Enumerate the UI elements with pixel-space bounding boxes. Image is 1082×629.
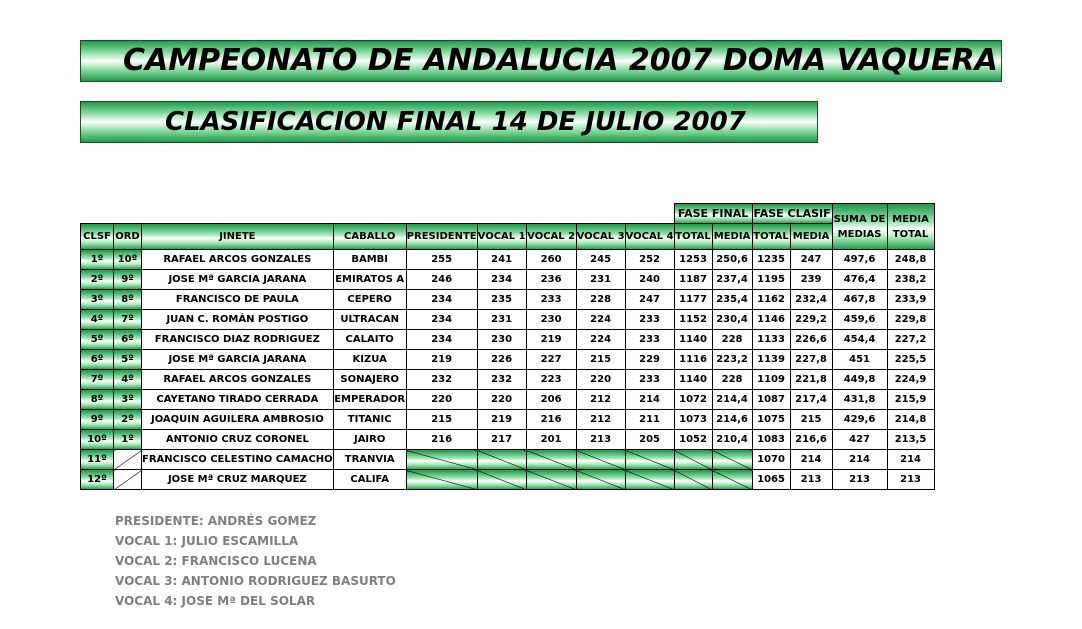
cell-vocal-1: 232 [477, 370, 526, 390]
cell-blank-vocal-1 [477, 450, 526, 470]
cell-vocal-1: 231 [477, 310, 526, 330]
cell-media-total: 248,8 [887, 250, 934, 270]
cell-vocal-3: 245 [576, 250, 625, 270]
cell-jinete: FRANCISCO DIAZ RODRIGUEZ [142, 330, 334, 350]
championship-title: CAMPEONATO DE ANDALUCIA 2007 DOMA VAQUERA [123, 43, 998, 78]
cell-blank-vocal-3 [576, 450, 625, 470]
cell-jinete: JUAN C. ROMÁN POSTIGO [142, 310, 334, 330]
header-media-total: MEDIA TOTAL [887, 204, 934, 250]
table-row [81, 270, 935, 290]
cell-ord: 4º [114, 370, 142, 390]
cell-ff-total: 1072 [674, 390, 712, 410]
cell-caballo: CALAITO [333, 330, 406, 350]
cell-vocal-3: 212 [576, 410, 625, 430]
header-fase-final: FASE FINAL [674, 204, 752, 224]
cell-ff-media: 250,6 [712, 250, 752, 270]
cell-vocal-2: 223 [526, 370, 576, 390]
cell-ff-total: 1152 [674, 310, 712, 330]
cell-vocal-3: 231 [576, 270, 625, 290]
cell-blank-presidente [406, 470, 477, 490]
cell-fc-media: 229,2 [790, 310, 832, 330]
cell-fc-media: 247 [790, 250, 832, 270]
cell-clsf: 9º [81, 410, 114, 430]
cell-ff-total: 1140 [674, 370, 712, 390]
cell-fc-total: 1146 [752, 310, 790, 330]
cell-vocal-3: 220 [576, 370, 625, 390]
table-row [81, 430, 935, 450]
cell-blank-presidente [406, 450, 477, 470]
judge-vocal-4: VOCAL 4: JOSE Mª DEL SOLAR [115, 594, 316, 608]
cell-media-total: 229,8 [887, 310, 934, 330]
classification-subtitle-banner [80, 101, 818, 143]
judge-vocal-2: VOCAL 2: FRANCISCO LUCENA [115, 554, 317, 568]
table-row [81, 310, 935, 330]
cell-caballo: CEPERO [333, 290, 406, 310]
cell-ff-media: 214,4 [712, 390, 752, 410]
cell-clsf: 5º [81, 330, 114, 350]
table-row [81, 330, 935, 350]
judges-list [115, 511, 396, 611]
cell-vocal-1: 220 [477, 390, 526, 410]
cell-vocal-4: 229 [625, 350, 674, 370]
cell-ord: 6º [114, 330, 142, 350]
cell-jinete: RAFAEL ARCOS GONZALES [142, 370, 334, 390]
cell-clsf: 10º [81, 430, 114, 450]
cell-vocal-4: 233 [625, 310, 674, 330]
cell-media-total: 238,2 [887, 270, 934, 290]
cell-suma-medias: 213 [832, 470, 887, 490]
header-vocal-1: VOCAL 1 [477, 224, 526, 250]
cell-vocal-2: 233 [526, 290, 576, 310]
cell-vocal-3: 213 [576, 430, 625, 450]
cell-vocal-1: 234 [477, 270, 526, 290]
cell-ff-media: 228 [712, 370, 752, 390]
cell-suma-medias: 429,6 [832, 410, 887, 430]
cell-caballo: TITANIC [333, 410, 406, 430]
cell-vocal-1: 235 [477, 290, 526, 310]
cell-fc-total: 1087 [752, 390, 790, 410]
table-row [81, 390, 935, 410]
cell-vocal-2: 230 [526, 310, 576, 330]
cell-jinete: JOAQUIN AGUILERA AMBROSIO [142, 410, 334, 430]
cell-ff-total: 1187 [674, 270, 712, 290]
cell-ff-media: 230,4 [712, 310, 752, 330]
cell-suma-medias: 427 [832, 430, 887, 450]
cell-vocal-4: 214 [625, 390, 674, 410]
cell-suma-medias: 459,6 [832, 310, 887, 330]
cell-clsf: 6º [81, 350, 114, 370]
cell-fc-media: 226,6 [790, 330, 832, 350]
table-row [81, 410, 935, 430]
cell-media-total: 213 [887, 470, 934, 490]
cell-presidente: 255 [406, 250, 477, 270]
cell-jinete: CAYETANO TIRADO CERRADA [142, 390, 334, 410]
cell-clsf: 8º [81, 390, 114, 410]
cell-caballo: EMIRATOS A [333, 270, 406, 290]
cell-fc-total: 1195 [752, 270, 790, 290]
cell-fc-total: 1083 [752, 430, 790, 450]
cell-blank-vocal-2 [526, 450, 576, 470]
cell-vocal-2: 201 [526, 430, 576, 450]
cell-ff-media: 228 [712, 330, 752, 350]
cell-jinete: RAFAEL ARCOS GONZALES [142, 250, 334, 270]
cell-ord: 9º [114, 270, 142, 290]
cell-vocal-3: 224 [576, 330, 625, 350]
cell-vocal-2: 206 [526, 390, 576, 410]
cell-clsf: 12º [81, 470, 114, 490]
cell-jinete: FRANCISCO CELESTINO CAMACHO [142, 450, 334, 470]
cell-vocal-1: 230 [477, 330, 526, 350]
cell-blank-ff-total [674, 450, 712, 470]
header-ord: ORD [114, 224, 142, 250]
cell-ff-total: 1116 [674, 350, 712, 370]
cell-suma-medias: 467,8 [832, 290, 887, 310]
cell-fc-total: 1070 [752, 450, 790, 470]
cell-media-total: 233,9 [887, 290, 934, 310]
cell-vocal-2: 236 [526, 270, 576, 290]
header-clsf: CLSF [81, 224, 114, 250]
cell-suma-medias: 454,4 [832, 330, 887, 350]
cell-media-total: 225,5 [887, 350, 934, 370]
cell-blank-vocal-1 [477, 470, 526, 490]
cell-ord: 3º [114, 390, 142, 410]
header-vocal-3: VOCAL 3 [576, 224, 625, 250]
cell-ff-total: 1177 [674, 290, 712, 310]
cell-blank-vocal-4 [625, 470, 674, 490]
cell-vocal-2: 260 [526, 250, 576, 270]
header-presidente: PRESIDENTE [406, 224, 477, 250]
cell-fc-media: 214 [790, 450, 832, 470]
cell-clsf: 7º [81, 370, 114, 390]
cell-fc-media: 221,8 [790, 370, 832, 390]
cell-caballo: ULTRACAN [333, 310, 406, 330]
cell-jinete: JOSE Mª GARCIA JARANA [142, 350, 334, 370]
cell-fc-total: 1139 [752, 350, 790, 370]
cell-suma-medias: 476,4 [832, 270, 887, 290]
cell-fc-total: 1133 [752, 330, 790, 350]
cell-ff-total: 1253 [674, 250, 712, 270]
cell-vocal-2: 219 [526, 330, 576, 350]
cell-fc-media: 216,6 [790, 430, 832, 450]
cell-ord: 8º [114, 290, 142, 310]
header-ff-media: MEDIA [712, 224, 752, 250]
cell-fc-media: 217,4 [790, 390, 832, 410]
cell-caballo: BAMBI [333, 250, 406, 270]
cell-vocal-4: 211 [625, 410, 674, 430]
cell-blank-ff-total [674, 470, 712, 490]
cell-fc-total: 1075 [752, 410, 790, 430]
cell-presidente: 216 [406, 430, 477, 450]
cell-blank-vocal-4 [625, 450, 674, 470]
cell-vocal-3: 228 [576, 290, 625, 310]
cell-fc-total: 1235 [752, 250, 790, 270]
cell-ff-media: 235,4 [712, 290, 752, 310]
column-header-row [81, 224, 935, 250]
cell-fc-media: 239 [790, 270, 832, 290]
eliminated-row [81, 470, 935, 490]
cell-media-total: 214 [887, 450, 934, 470]
cell-caballo: CALIFA [333, 470, 406, 490]
cell-caballo: TRANVIA [333, 450, 406, 470]
cell-fc-media: 227,8 [790, 350, 832, 370]
cell-suma-medias: 451 [832, 350, 887, 370]
cell-presidente: 219 [406, 350, 477, 370]
cell-fc-total: 1109 [752, 370, 790, 390]
results-table [80, 203, 935, 490]
table-row [81, 370, 935, 390]
table-row [81, 290, 935, 310]
cell-clsf: 2º [81, 270, 114, 290]
header-vocal-2: VOCAL 2 [526, 224, 576, 250]
header-fc-media: MEDIA [790, 224, 832, 250]
header-jinete: JINETE [142, 224, 334, 250]
cell-ord: 7º [114, 310, 142, 330]
cell-jinete: ANTONIO CRUZ CORONEL [142, 430, 334, 450]
cell-jinete: FRANCISCO DE PAULA [142, 290, 334, 310]
classification-subtitle: CLASIFICACION FINAL 14 DE JULIO 2007 [165, 107, 746, 137]
cell-jinete: JOSE Mª CRUZ MARQUEZ [142, 470, 334, 490]
cell-presidente: 234 [406, 310, 477, 330]
group-header-row [81, 204, 935, 224]
cell-vocal-4: 240 [625, 270, 674, 290]
judge-presidente: PRESIDENTE: ANDRÉS GOMEZ [115, 514, 317, 528]
cell-ord-empty [114, 450, 142, 470]
cell-ord: 5º [114, 350, 142, 370]
cell-presidente: 215 [406, 410, 477, 430]
cell-presidente: 246 [406, 270, 477, 290]
group-header-spacer [81, 204, 675, 224]
championship-title-banner [80, 40, 1002, 82]
cell-ord: 1º [114, 430, 142, 450]
cell-caballo: KIZUA [333, 350, 406, 370]
cell-vocal-2: 227 [526, 350, 576, 370]
cell-clsf: 3º [81, 290, 114, 310]
cell-fc-media: 232,4 [790, 290, 832, 310]
cell-ff-media: 237,4 [712, 270, 752, 290]
cell-suma-medias: 431,8 [832, 390, 887, 410]
cell-blank-ff-media [712, 470, 752, 490]
cell-vocal-1: 226 [477, 350, 526, 370]
cell-caballo: SONAJERO [333, 370, 406, 390]
cell-ff-total: 1052 [674, 430, 712, 450]
cell-media-total: 214,8 [887, 410, 934, 430]
results-body [81, 250, 935, 490]
cell-ff-media: 210,4 [712, 430, 752, 450]
cell-ff-media: 214,6 [712, 410, 752, 430]
cell-caballo: EMPERADOR [333, 390, 406, 410]
cell-presidente: 232 [406, 370, 477, 390]
cell-ff-total: 1073 [674, 410, 712, 430]
cell-ff-total: 1140 [674, 330, 712, 350]
cell-vocal-4: 233 [625, 370, 674, 390]
cell-fc-media: 213 [790, 470, 832, 490]
cell-blank-vocal-3 [576, 470, 625, 490]
cell-fc-total: 1065 [752, 470, 790, 490]
header-suma-medias: SUMA DE MEDIAS [832, 204, 887, 250]
header-fase-clasif: FASE CLASIF [752, 204, 832, 224]
cell-presidente: 234 [406, 330, 477, 350]
cell-ord: 2º [114, 410, 142, 430]
cell-clsf: 11º [81, 450, 114, 470]
header-ff-total: TOTAL [674, 224, 712, 250]
cell-clsf: 4º [81, 310, 114, 330]
header-fc-total: TOTAL [752, 224, 790, 250]
cell-vocal-4: 205 [625, 430, 674, 450]
cell-media-total: 213,5 [887, 430, 934, 450]
cell-vocal-3: 215 [576, 350, 625, 370]
cell-presidente: 220 [406, 390, 477, 410]
cell-media-total: 227,2 [887, 330, 934, 350]
cell-media-total: 215,9 [887, 390, 934, 410]
cell-vocal-2: 216 [526, 410, 576, 430]
judge-vocal-1: VOCAL 1: JULIO ESCAMILLA [115, 534, 299, 548]
cell-clsf: 1º [81, 250, 114, 270]
cell-vocal-1: 219 [477, 410, 526, 430]
header-caballo: CABALLO [333, 224, 406, 250]
cell-vocal-4: 247 [625, 290, 674, 310]
cell-vocal-4: 233 [625, 330, 674, 350]
cell-fc-total: 1162 [752, 290, 790, 310]
judge-vocal-3: VOCAL 3: ANTONIO RODRIGUEZ BASURTO [115, 574, 396, 588]
eliminated-row [81, 450, 935, 470]
cell-suma-medias: 497,6 [832, 250, 887, 270]
cell-ord: 10º [114, 250, 142, 270]
header-vocal-4: VOCAL 4 [625, 224, 674, 250]
cell-presidente: 234 [406, 290, 477, 310]
cell-ord-empty [114, 470, 142, 490]
cell-blank-ff-media [712, 450, 752, 470]
cell-media-total: 224,9 [887, 370, 934, 390]
cell-jinete: JOSE Mª GARCIA JARANA [142, 270, 334, 290]
cell-vocal-4: 252 [625, 250, 674, 270]
table-row [81, 350, 935, 370]
cell-suma-medias: 449,8 [832, 370, 887, 390]
cell-blank-vocal-2 [526, 470, 576, 490]
cell-vocal-1: 217 [477, 430, 526, 450]
cell-fc-media: 215 [790, 410, 832, 430]
table-row [81, 250, 935, 270]
cell-vocal-3: 224 [576, 310, 625, 330]
cell-suma-medias: 214 [832, 450, 887, 470]
cell-vocal-1: 241 [477, 250, 526, 270]
cell-vocal-3: 212 [576, 390, 625, 410]
cell-caballo: JAIRO [333, 430, 406, 450]
cell-ff-media: 223,2 [712, 350, 752, 370]
